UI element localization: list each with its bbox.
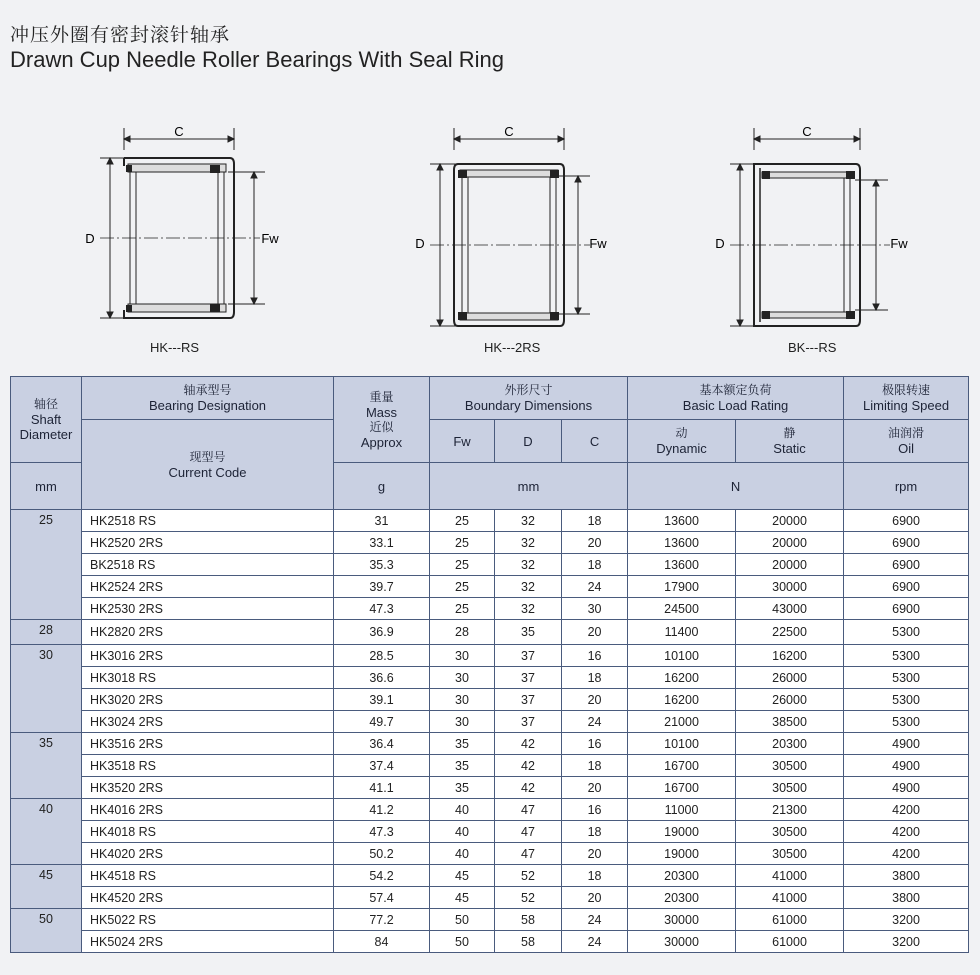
current-code-cell: HK4020 2RS [82, 843, 334, 865]
mass-cell: 84 [334, 931, 430, 953]
bearing-drawing-bk-rs [690, 120, 930, 340]
dim-d-label: D [85, 231, 95, 246]
static-load-cell: 20000 [736, 532, 844, 554]
static-load-cell: 30500 [736, 843, 844, 865]
dynamic-load-cell: 19000 [628, 821, 736, 843]
dynamic-load-cell: 13600 [628, 532, 736, 554]
shaft-diameter-cell: 35 [11, 733, 82, 799]
d-cell: 47 [495, 843, 562, 865]
dynamic-load-cell: 24500 [628, 598, 736, 620]
fw-cell: 40 [430, 843, 495, 865]
fw-cell: 30 [430, 667, 495, 689]
oil-speed-cell: 4200 [844, 799, 969, 821]
header-designation: 轴承型号 Bearing Designation [82, 377, 334, 420]
mass-cell: 41.2 [334, 799, 430, 821]
dim-c-label: C [802, 124, 812, 139]
static-load-cell: 21300 [736, 799, 844, 821]
static-load-cell: 30500 [736, 777, 844, 799]
d-cell: 42 [495, 755, 562, 777]
d-cell: 42 [495, 733, 562, 755]
dim-fw-label: Fw [890, 236, 908, 251]
diagram-label: HK---2RS [484, 340, 541, 355]
oil-speed-cell: 6900 [844, 576, 969, 598]
current-code-cell: HK5024 2RS [82, 931, 334, 953]
unit-speed: rpm [844, 463, 969, 510]
header-c: C [562, 420, 628, 463]
diagram-hk-2rs [390, 120, 630, 360]
shaft-diameter-cell: 50 [11, 909, 82, 953]
static-load-cell: 43000 [736, 598, 844, 620]
c-cell: 20 [562, 843, 628, 865]
static-load-cell: 61000 [736, 931, 844, 953]
table-row [11, 510, 969, 532]
header-boundary-dimensions: 外形尺寸 Boundary Dimensions [430, 377, 628, 420]
table-row [11, 645, 969, 667]
shaft-diameter-cell: 45 [11, 865, 82, 909]
mass-cell: 39.1 [334, 689, 430, 711]
mass-cell: 57.4 [334, 887, 430, 909]
mass-cell: 31 [334, 510, 430, 532]
mass-cell: 36.4 [334, 733, 430, 755]
table-row [11, 777, 969, 799]
table-row [11, 931, 969, 953]
table-row [11, 667, 969, 689]
diagram-label: BK---RS [788, 340, 837, 355]
mass-cell: 50.2 [334, 843, 430, 865]
dynamic-load-cell: 20300 [628, 887, 736, 909]
c-cell: 18 [562, 821, 628, 843]
dim-d-label: D [415, 236, 425, 251]
dynamic-load-cell: 10100 [628, 645, 736, 667]
dynamic-load-cell: 30000 [628, 931, 736, 953]
d-cell: 32 [495, 576, 562, 598]
oil-speed-cell: 5300 [844, 711, 969, 733]
unit-mass: g [334, 463, 430, 510]
c-cell: 16 [562, 799, 628, 821]
header-mass: 重量 Mass 近似 Approx [334, 377, 430, 463]
current-code-cell: HK3016 2RS [82, 645, 334, 667]
header-d: D [495, 420, 562, 463]
fw-cell: 40 [430, 821, 495, 843]
fw-cell: 50 [430, 909, 495, 931]
header-limiting-speed: 极限转速 Limiting Speed [844, 377, 969, 420]
header-current-code: 现型号 Current Code [82, 420, 334, 510]
c-cell: 20 [562, 620, 628, 645]
dynamic-load-cell: 11400 [628, 620, 736, 645]
c-cell: 20 [562, 689, 628, 711]
header-shaft: 轴径 Shaft Diameter [11, 377, 82, 463]
table-row [11, 887, 969, 909]
current-code-cell: BK2518 RS [82, 554, 334, 576]
d-cell: 37 [495, 667, 562, 689]
oil-speed-cell: 4900 [844, 777, 969, 799]
c-cell: 20 [562, 777, 628, 799]
dim-c-label: C [504, 124, 514, 139]
shaft-diameter-cell: 30 [11, 645, 82, 733]
bearing-drawing-hk-2rs [390, 120, 630, 340]
bearing-spec-table [10, 376, 969, 953]
dynamic-load-cell: 16200 [628, 667, 736, 689]
table-row [11, 620, 969, 645]
current-code-cell: HK2520 2RS [82, 532, 334, 554]
static-load-cell: 26000 [736, 689, 844, 711]
table-row [11, 755, 969, 777]
static-load-cell: 26000 [736, 667, 844, 689]
dim-fw-label: Fw [261, 231, 279, 246]
static-load-cell: 16200 [736, 645, 844, 667]
table-row [11, 843, 969, 865]
c-cell: 18 [562, 865, 628, 887]
dynamic-load-cell: 17900 [628, 576, 736, 598]
shaft-diameter-cell: 28 [11, 620, 82, 645]
c-cell: 16 [562, 733, 628, 755]
current-code-cell: HK2820 2RS [82, 620, 334, 645]
current-code-cell: HK2524 2RS [82, 576, 334, 598]
d-cell: 37 [495, 711, 562, 733]
mass-cell: 39.7 [334, 576, 430, 598]
d-cell: 58 [495, 931, 562, 953]
c-cell: 30 [562, 598, 628, 620]
diagram-bk-rs [690, 120, 930, 360]
c-cell: 18 [562, 554, 628, 576]
fw-cell: 25 [430, 598, 495, 620]
oil-speed-cell: 4900 [844, 733, 969, 755]
oil-speed-cell: 3200 [844, 909, 969, 931]
current-code-cell: HK4518 RS [82, 865, 334, 887]
current-code-cell: HK4016 2RS [82, 799, 334, 821]
current-code-cell: HK3520 2RS [82, 777, 334, 799]
oil-speed-cell: 5300 [844, 667, 969, 689]
current-code-cell: HK3516 2RS [82, 733, 334, 755]
c-cell: 18 [562, 510, 628, 532]
table-row [11, 554, 969, 576]
static-load-cell: 30500 [736, 821, 844, 843]
fw-cell: 40 [430, 799, 495, 821]
c-cell: 24 [562, 931, 628, 953]
oil-speed-cell: 4900 [844, 755, 969, 777]
static-load-cell: 20000 [736, 554, 844, 576]
c-cell: 18 [562, 755, 628, 777]
dynamic-load-cell: 11000 [628, 799, 736, 821]
table-row [11, 689, 969, 711]
oil-speed-cell: 4200 [844, 843, 969, 865]
oil-speed-cell: 3800 [844, 887, 969, 909]
fw-cell: 35 [430, 733, 495, 755]
d-cell: 35 [495, 620, 562, 645]
mass-cell: 33.1 [334, 532, 430, 554]
c-cell: 20 [562, 887, 628, 909]
static-load-cell: 41000 [736, 865, 844, 887]
dim-d-label: D [715, 236, 725, 251]
oil-speed-cell: 4200 [844, 821, 969, 843]
mass-cell: 36.9 [334, 620, 430, 645]
d-cell: 58 [495, 909, 562, 931]
current-code-cell: HK3018 RS [82, 667, 334, 689]
current-code-cell: HK2518 RS [82, 510, 334, 532]
static-load-cell: 30000 [736, 576, 844, 598]
dynamic-load-cell: 16200 [628, 689, 736, 711]
oil-speed-cell: 5300 [844, 620, 969, 645]
current-code-cell: HK5022 RS [82, 909, 334, 931]
static-load-cell: 38500 [736, 711, 844, 733]
table-row [11, 598, 969, 620]
c-cell: 24 [562, 711, 628, 733]
dynamic-load-cell: 13600 [628, 510, 736, 532]
dynamic-load-cell: 10100 [628, 733, 736, 755]
dynamic-load-cell: 19000 [628, 843, 736, 865]
table-row [11, 711, 969, 733]
d-cell: 32 [495, 532, 562, 554]
fw-cell: 30 [430, 711, 495, 733]
d-cell: 37 [495, 689, 562, 711]
c-cell: 24 [562, 576, 628, 598]
current-code-cell: HK2530 2RS [82, 598, 334, 620]
static-load-cell: 22500 [736, 620, 844, 645]
dynamic-load-cell: 20300 [628, 865, 736, 887]
oil-speed-cell: 5300 [844, 689, 969, 711]
table-row [11, 909, 969, 931]
current-code-cell: HK3024 2RS [82, 711, 334, 733]
current-code-cell: HK3518 RS [82, 755, 334, 777]
table-row [11, 532, 969, 554]
c-cell: 18 [562, 667, 628, 689]
d-cell: 47 [495, 821, 562, 843]
mass-cell: 37.4 [334, 755, 430, 777]
fw-cell: 25 [430, 576, 495, 598]
mass-cell: 47.3 [334, 598, 430, 620]
table-row [11, 799, 969, 821]
fw-cell: 25 [430, 510, 495, 532]
c-cell: 16 [562, 645, 628, 667]
unit-load: N [628, 463, 844, 510]
fw-cell: 45 [430, 865, 495, 887]
current-code-cell: HK4520 2RS [82, 887, 334, 909]
oil-speed-cell: 5300 [844, 645, 969, 667]
static-load-cell: 30500 [736, 755, 844, 777]
table-row [11, 865, 969, 887]
dynamic-load-cell: 16700 [628, 777, 736, 799]
mass-cell: 36.6 [334, 667, 430, 689]
oil-speed-cell: 3800 [844, 865, 969, 887]
fw-cell: 28 [430, 620, 495, 645]
current-code-cell: HK3020 2RS [82, 689, 334, 711]
static-load-cell: 20300 [736, 733, 844, 755]
header-load-rating: 基本额定负荷 Basic Load Rating [628, 377, 844, 420]
mass-cell: 47.3 [334, 821, 430, 843]
bearing-drawing-hk-rs [60, 120, 300, 340]
mass-cell: 28.5 [334, 645, 430, 667]
header-dynamic: 动 Dynamic [628, 420, 736, 463]
c-cell: 24 [562, 909, 628, 931]
shaft-diameter-cell: 40 [11, 799, 82, 865]
fw-cell: 30 [430, 645, 495, 667]
mass-cell: 35.3 [334, 554, 430, 576]
fw-cell: 25 [430, 554, 495, 576]
c-cell: 20 [562, 532, 628, 554]
dynamic-load-cell: 30000 [628, 909, 736, 931]
oil-speed-cell: 6900 [844, 554, 969, 576]
d-cell: 32 [495, 554, 562, 576]
mass-cell: 77.2 [334, 909, 430, 931]
table-row [11, 821, 969, 843]
static-load-cell: 61000 [736, 909, 844, 931]
page-title-chinese: 冲压外圈有密封滚针轴承 [10, 24, 231, 46]
table-row [11, 733, 969, 755]
fw-cell: 45 [430, 887, 495, 909]
dynamic-load-cell: 13600 [628, 554, 736, 576]
current-code-cell: HK4018 RS [82, 821, 334, 843]
table-body [11, 510, 969, 953]
d-cell: 42 [495, 777, 562, 799]
unit-shaft: mm [11, 463, 82, 510]
d-cell: 32 [495, 598, 562, 620]
dim-c-label: C [174, 124, 184, 139]
mass-cell: 54.2 [334, 865, 430, 887]
oil-speed-cell: 6900 [844, 510, 969, 532]
unit-dimensions: mm [430, 463, 628, 510]
d-cell: 52 [495, 887, 562, 909]
diagram-hk-rs [60, 120, 300, 360]
fw-cell: 25 [430, 532, 495, 554]
oil-speed-cell: 3200 [844, 931, 969, 953]
mass-cell: 49.7 [334, 711, 430, 733]
d-cell: 52 [495, 865, 562, 887]
dynamic-load-cell: 16700 [628, 755, 736, 777]
diagram-label: HK---RS [150, 340, 200, 355]
fw-cell: 35 [430, 755, 495, 777]
d-cell: 47 [495, 799, 562, 821]
fw-cell: 50 [430, 931, 495, 953]
oil-speed-cell: 6900 [844, 598, 969, 620]
d-cell: 37 [495, 645, 562, 667]
static-load-cell: 20000 [736, 510, 844, 532]
header-fw: Fw [430, 420, 495, 463]
fw-cell: 35 [430, 777, 495, 799]
shaft-diameter-cell: 25 [11, 510, 82, 620]
static-load-cell: 41000 [736, 887, 844, 909]
dim-fw-label: Fw [589, 236, 607, 251]
page-title: Drawn Cup Needle Roller Bearings With Seal Ring [10, 47, 505, 72]
dynamic-load-cell: 21000 [628, 711, 736, 733]
d-cell: 32 [495, 510, 562, 532]
table-row [11, 576, 969, 598]
header-static: 静 Static [736, 420, 844, 463]
fw-cell: 30 [430, 689, 495, 711]
header-oil: 油润滑 Oil [844, 420, 969, 463]
mass-cell: 41.1 [334, 777, 430, 799]
oil-speed-cell: 6900 [844, 532, 969, 554]
